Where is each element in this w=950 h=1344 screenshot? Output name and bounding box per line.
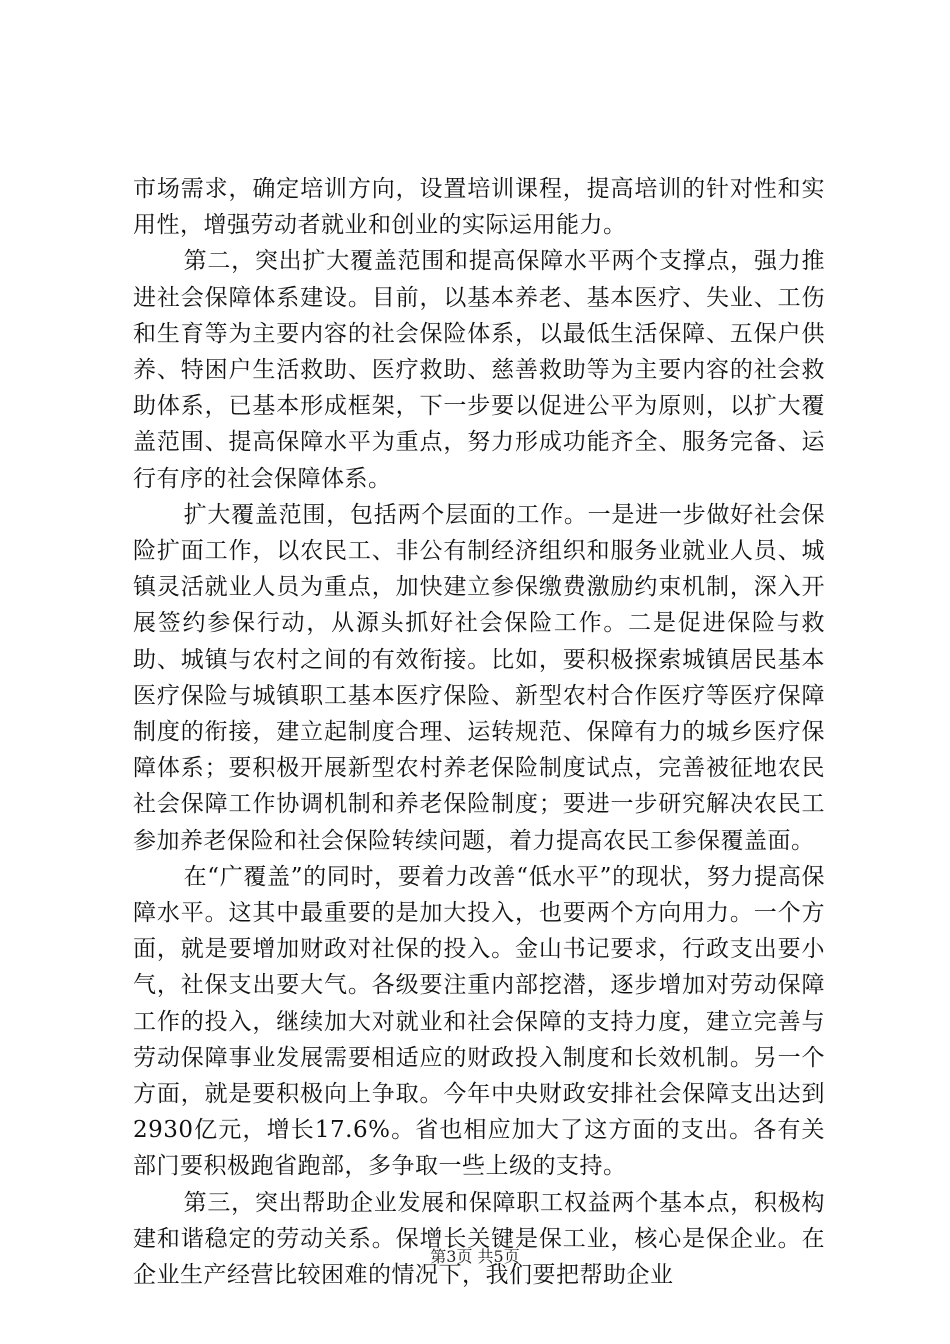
paragraph-raise-level: 在“广覆盖”的同时，要着力改善“低水平”的现状，努力提高保障水平。这其中最重要的是加大投入，也要两个方向用力。一个方面，就是要增加财政对社保的投入。金山书记要求，行政支出要小气，社保支出要大气。各级要注重内部挖潜，逐步增加对劳动保障工作的投入，继续加大对就业和社会保障的支持力度，建立完善与劳动保障事业发展需要相适应的财政投入制度和长效机制。另一个方面，就是要积极向上争取。今年中央财政安排社会保障支出达到2930亿元，增长17.6%。省也相应加大了这方面的支出。各有关部门要积极跑省跑部，多争取一些上级的支持。 [133,863,825,1180]
paragraph-expand-coverage: 扩大覆盖范围，包括两个层面的工作。一是进一步做好社会保险扩面工作，以农民工、非公有制经济组织和服务业就业人员、城镇灵活就业人员为重点，加快建立参保缴费激励约束机制，深入开展签约参保行动，从源头抓好社会保险工作。二是促进保险与救助、城镇与农村之间的有效衔接。比如，要积极探索城镇居民基本医疗保险与城镇职工基本医疗保险、新型农村合作医疗等医疗保障制度的衔接，建立起制度合理、运转规范、保障有力的城乡医疗保障体系；要积极开展新型农村养老保险制度试点，完善被征地农民社会保障工作协调机制和养老保险制度；要进一步研究解决农民工参加养老保险和社会保险转续问题，着力提高农民工参保覆盖面。 [133,501,825,854]
paragraph-continuation: 市场需求，确定培训方向，设置培训课程，提高培训的针对性和实用性，增强劳动者就业和创业的实际运用能力。 [133,176,825,239]
page-footer: 第3页 共5页 [430,1247,520,1266]
paragraph-third-point: 第三，突出帮助企业发展和保障职工权益两个基本点，积极构建和谐稳定的劳动关系。保增长关键是保工业，核心是保企业。在企业生产经营比较困难的情况下，我们要把帮助企业 [133,1189,825,1289]
paragraph-second-point: 第二，突出扩大覆盖范围和提高保障水平两个支撑点，强力推进社会保障体系建设。目前，以基本养老、基本医疗、失业、工伤和生育等为主要内容的社会保险体系，以最低生活保障、五保户供养、特困户生活救助、医疗救助、慈善救助等为主要内容的社会救助体系，已基本形成框架，下一步要以促进公平为原则，以扩大覆盖范围、提高保障水平为重点，努力形成功能齐全、服务完备、运行有序的社会保障体系。 [133,248,825,492]
document-body [133,171,825,1293]
